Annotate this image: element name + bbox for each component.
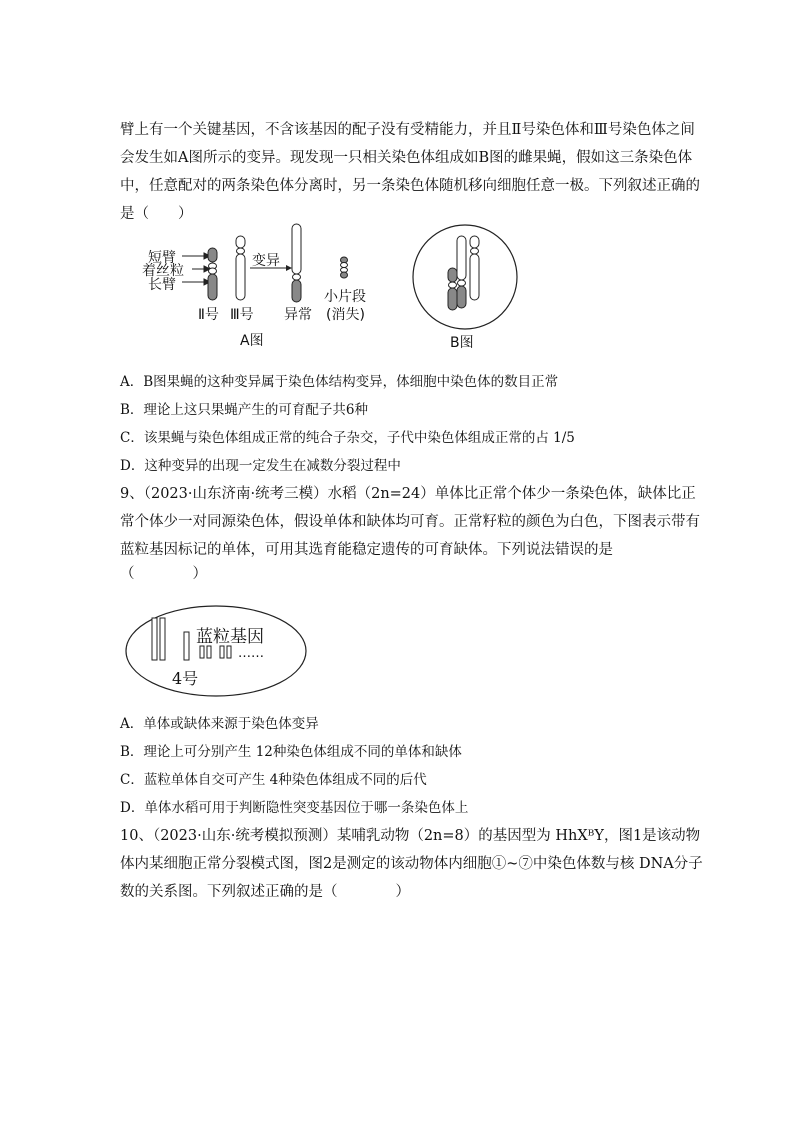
q9-option-d: D．单体水稻可用于判断隐性突变基因位于哪一条染色体上 <box>120 800 469 816</box>
label-blue-gene: 蓝粒基因 <box>196 627 264 647</box>
label-abnormal: 异常 <box>284 307 312 323</box>
label-chr4: 4号 <box>172 669 199 688</box>
label-fragment: 小片段 <box>324 289 366 305</box>
q10-line-2: 体内某细胞正常分裂模式图，图2是测定的该动物体内细胞①~⑦中染色体数与核 DNA分子 <box>120 856 703 872</box>
q8-option-b: B．理论上这只果蝇产生的可育配子共6种 <box>120 402 369 418</box>
q8-line-1: 臂上有一个关键基因，不含该基因的配子没有受精能力，并且Ⅱ号染色体和Ⅲ号染色体之间 <box>120 122 695 138</box>
q9-line-1: 9、（2023·山东济南·统考三模）水稻（2n=24）单体比正常个体少一条染色体，缺体比正 <box>120 486 696 502</box>
figure-q9 <box>124 604 308 698</box>
q9-line-2: 常个体少一对同源染色体，假设单体和缺体均可育。正常籽粒的颜色为白色，下图表示带有 <box>120 514 700 530</box>
q8-option-c: C．该果蝇与染色体组成正常的纯合子杂交，子代中染色体组成正常的占 1/5 <box>120 430 575 446</box>
q10-line-1: 10、（2023·山东·统考模拟预测）某哺乳动物（2n=8）的基因型为 HhXᴮY，图1是该动物 <box>120 828 701 844</box>
figure-b <box>410 222 520 352</box>
q9-option-a: A．单体或缺体来源于染色体变异 <box>120 716 319 732</box>
q10-line-3: 数的关系图。下列叙述正确的是（ ） <box>120 884 410 900</box>
label-chr2: Ⅱ号 <box>198 307 219 323</box>
label-centromere: 着丝粒 <box>142 263 184 279</box>
q8-line-2: 会发生如A图所示的变异。现发现一只相关染色体组成如B图的雌果蝇，假如这三条染色体 <box>120 150 693 166</box>
label-short-arm: 短臂 <box>148 250 176 266</box>
label-long-arm: 长臂 <box>148 277 176 293</box>
q8-option-d: D．这种变异的出现一定发生在减数分裂过程中 <box>120 458 401 474</box>
caption-b: B图 <box>450 335 474 351</box>
figure-b-drawing <box>410 222 520 332</box>
q8-line-3: 中，任意配对的两条染色体分离时，另一条染色体随机移向细胞任意一极。下列叙述正确的 <box>120 178 700 194</box>
q8-option-a: A．B图果蝇的这种变异属于染色体结构变异，体细胞中染色体的数目正常 <box>120 374 559 390</box>
q9-option-b: B．理论上可分别产生 12种染色体组成不同的单体和缺体 <box>120 744 462 760</box>
label-dots: …… <box>238 646 264 661</box>
label-variation: 变异 <box>252 253 280 269</box>
q9-option-c: C．蓝粒单体自交可产生 4种染色体组成不同的后代 <box>120 772 427 788</box>
label-fragment-lost: (消失) <box>326 307 365 323</box>
q8-line-4: 是（ ） <box>120 206 193 222</box>
q9-line-4: （ ） <box>120 566 207 582</box>
q9-line-3: 蓝粒基因标记的单体，可用其选育能稳定遗传的可育缺体。下列说法错误的是 <box>120 542 613 558</box>
figure-a <box>140 220 380 350</box>
figure-q9-drawing <box>124 604 308 698</box>
caption-a: A图 <box>240 333 264 349</box>
label-chr3: Ⅲ号 <box>230 307 254 323</box>
